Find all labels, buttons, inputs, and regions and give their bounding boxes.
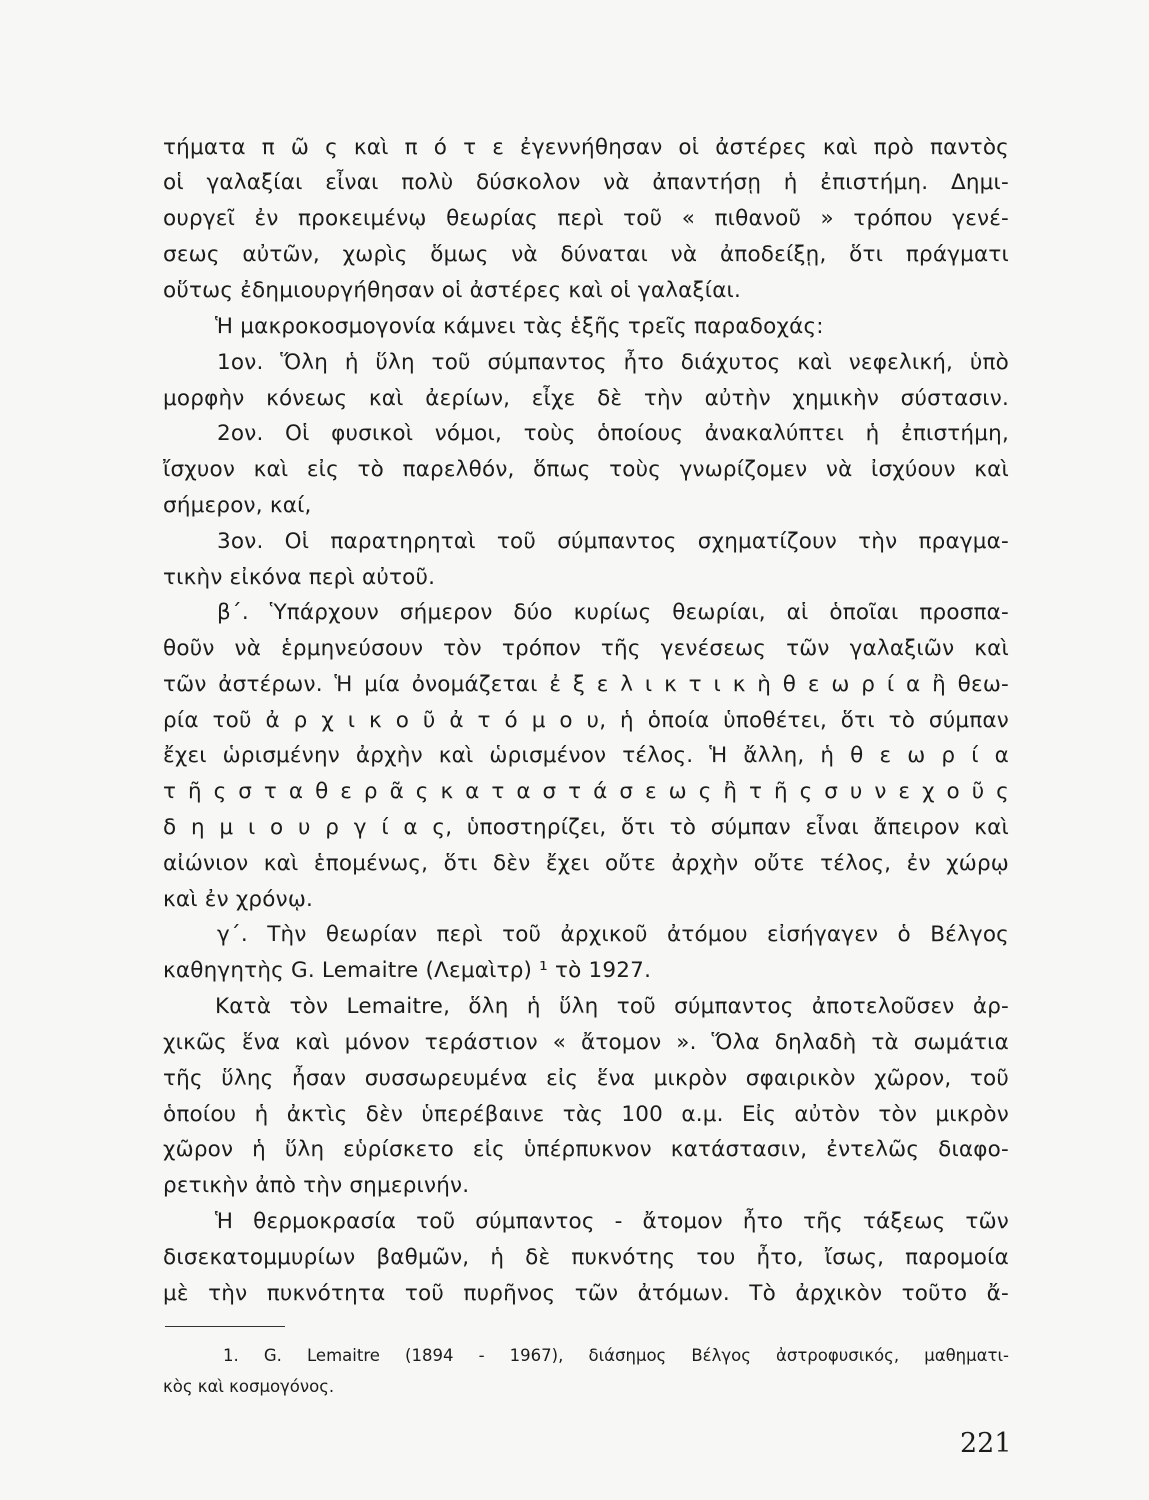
text-line: 3ον. Οἱ παρατηρηταὶ τοῦ σύμπαντος σχηματίζουν τὴν πραγμα-	[217, 529, 1009, 554]
text-line: τήματα π ῶ ς καὶ π ό τ ε ἐγεννήθησαν οἱ ἀστέρες καὶ πρὸ παντὸς	[163, 135, 1009, 160]
text-line: γ΄. Τὴν θεωρίαν περὶ τοῦ ἀρχικοῦ ἀτόμου εἰσήγαγεν ὁ Βέλγος	[217, 922, 1009, 947]
text-line: Ἡ θερμοκρασία τοῦ σύμπαντος - ἄτομον ἦτο τῆς τάξεως τῶν	[215, 1209, 1009, 1234]
text-line: Κατὰ τὸν Lemaitre, ὅλη ἡ ὕλη τοῦ σύμπαντος ἀποτελοῦσεν ἀρ-	[215, 994, 1009, 1019]
text-line: ρετικὴν ἀπὸ τὴν σημερινήν.	[163, 1173, 470, 1198]
page-number: 221	[960, 1428, 1012, 1459]
text-line: οἱ γαλαξίαι εἶναι πολὺ δύσκολον νὰ ἀπαντήσῃ ἡ ἐπιστήμη. Δημι-	[163, 170, 1009, 195]
text-line: τῶν ἀστέρων. Ἡ μία ὀνομάζεται ἐ ξ ε λ ι κ τ ι κ ὴ θ ε ω ρ ί α ἢ θεω-	[163, 672, 1009, 697]
text-line: ρία τοῦ ἀ ρ χ ι κ ο ῦ ἀ τ ό μ ο υ, ἡ ὁποία ὑποθέτει, ὅτι τὸ σύμπαν	[163, 708, 1009, 733]
text-line: δισεκατομμυρίων βαθμῶν, ἡ δὲ πυκνότης του ἦτο, ἴσως, παρομοία	[163, 1245, 1009, 1270]
footnote-line: 1. G. Lemaitre (1894 - 1967), διάσημος Βέλγος ἀστροφυσικός, μαθηματι-	[223, 1346, 1009, 1365]
text-line: Ἡ μακροκοσμογονία κάμνει τὰς ἑξῆς τρεῖς παραδοχάς:	[215, 314, 824, 339]
text-line: ἴσχυον καὶ εἰς τὸ παρελθόν, ὅπως τοὺς γνωρίζομεν νὰ ἰσχύουν καὶ	[163, 457, 1009, 482]
text-line: σεως αὐτῶν, χωρὶς ὅμως νὰ δύναται νὰ ἀποδείξῃ, ὅτι πράγματι	[163, 242, 1009, 267]
text-line: σήμερον, καί,	[163, 493, 312, 518]
text-line: οὕτως ἐδημιουργήθησαν οἱ ἀστέρες καὶ οἱ γαλαξίαι.	[163, 278, 742, 303]
text-line: αἰώνιον καὶ ἑπομένως, ὅτι δὲν ἔχει οὔτε ἀρχὴν οὔτε τέλος, ἐν χώρῳ	[163, 851, 1009, 876]
text-line: 2ον. Οἱ φυσικοὶ νόμοι, τοὺς ὁποίους ἀνακαλύπτει ἡ ἐπιστήμη,	[217, 421, 1009, 446]
footnote-divider	[165, 1326, 285, 1327]
text-line: τ ῆ ς σ τ α θ ε ρ ᾶ ς κ α τ α σ τ ά σ ε ω ς ἢ τ ῆ ς σ υ ν ε χ ο ῦ ς	[163, 779, 1009, 804]
text-line: β΄. Ὑπάρχουν σήμερον δύο κυρίως θεωρίαι, αἱ ὁποῖαι προσπα-	[217, 600, 1009, 625]
footnote-line: κὸς καὶ κοσμογόνος.	[163, 1377, 335, 1396]
text-line: 1ον. Ὅλη ἡ ὕλη τοῦ σύμπαντος ἦτο διάχυτος καὶ νεφελική, ὑπὸ	[217, 350, 1009, 375]
text-line: μὲ τὴν πυκνότητα τοῦ πυρῆνος τῶν ἀτόμων. Τὸ ἀρχικὸν τοῦτο ἄ-	[163, 1281, 1009, 1306]
text-line: ὁποίου ἡ ἀκτὶς δὲν ὑπερέβαινε τὰς 100 α.μ. Εἰς αὐτὸν τὸν μικρὸν	[163, 1102, 1009, 1127]
text-line: καθηγητὴς G. Lemaitre (Λεμαὶτρ) ¹ τὸ 1927.	[163, 958, 652, 983]
text-line: ἔχει ὡρισμένην ἀρχὴν καὶ ὡρισμένον τέλος. Ἡ ἄλλη, ἡ θ ε ω ρ ί α	[163, 743, 1009, 768]
text-line: καὶ ἐν χρόνῳ.	[163, 887, 314, 912]
text-line: τικὴν εἰκόνα περὶ αὐτοῦ.	[163, 565, 436, 590]
text-line: χικῶς ἕνα καὶ μόνον τεράστιον « ἄτομον ». Ὅλα δηλαδὴ τὰ σωμάτια	[163, 1030, 1009, 1055]
text-line: ουργεῖ ἐν προκειμένῳ θεωρίας περὶ τοῦ « πιθανοῦ » τρόπου γενέ-	[163, 206, 1009, 231]
text-line: τῆς ὕλης ἦσαν συσσωρευμένα εἰς ἕνα μικρὸν σφαιρικὸν χῶρον, τοῦ	[163, 1066, 1009, 1091]
text-line: δ η μ ι ο υ ρ γ ί α ς, ὑποστηρίζει, ὅτι τὸ σύμπαν εἶναι ἄπειρον καὶ	[163, 815, 1009, 840]
text-line: μορφὴν κόνεως καὶ ἀερίων, εἶχε δὲ τὴν αὐτὴν χημικὴν σύστασιν.	[163, 386, 1009, 411]
text-line: χῶρον ἡ ὕλη εὑρίσκετο εἰς ὑπέρπυκνον κατάστασιν, ἐντελῶς διαφο-	[163, 1137, 1009, 1162]
text-line: θοῦν νὰ ἑρμηνεύσουν τὸν τρόπον τῆς γενέσεως τῶν γαλαξιῶν καὶ	[163, 636, 1009, 661]
